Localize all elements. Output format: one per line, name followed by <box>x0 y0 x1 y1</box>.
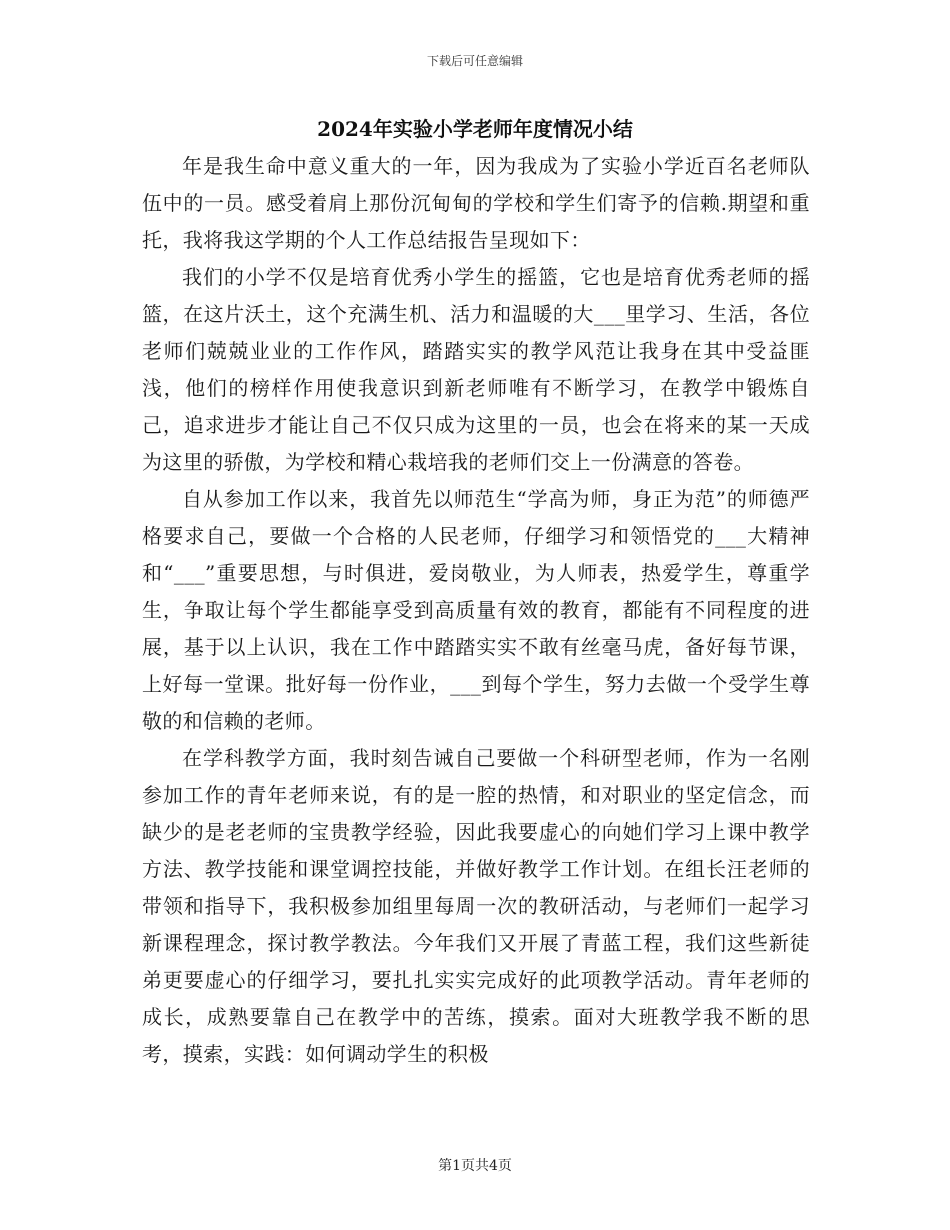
paragraph-2: 我们的小学不仅是培育优秀小学生的摇篮，它也是培育优秀老师的摇篮，在这片沃土，这个充满生机、活力和温暖的大___里学习、生活，各位老师们兢兢业业的工作作风，踏踏实实的教学风范让我身在其中受益匪浅，他们的榜样作用使我意识到新老师唯有不断学习，在教学中锻炼自己，追求进步才能让自己不仅只成为这里的一员，也会在将来的某一天成为这里的骄傲，为学校和精心栽培我的老师们交上一份满意的答卷。 <box>142 265 810 474</box>
document-body <box>142 148 810 1073</box>
document-title: 2024年实验小学老师年度情况小结 <box>317 117 633 141</box>
paragraph-1: 年是我生命中意义重大的一年，因为我成为了实验小学近百名老师队伍中的一员。感受着肩上那份沉甸甸的学校和学生们寄予的信赖.期望和重托，我将我这学期的个人工作总结报告呈现如下： <box>142 154 810 252</box>
header-note: 下载后可任意编辑 <box>426 54 523 68</box>
page-number: 第1页共4页 <box>438 1158 512 1174</box>
paragraph-4: 在学科教学方面，我时刻告诫自己要做一个科研型老师，作为一名刚参加工作的青年老师来说，有的是一腔的热情，和对职业的坚定信念，而缺少的是老老师的宝贵教学经验，因此我要虚心的向她们学习上课中教学方法、教学技能和课堂调控技能，并做好教学工作计划。在组长汪老师的带领和指导下，我积极参加组里每周一次的教研活动，与老师们一起学习新课程理念，探讨教学教法。今年我们又开展了青蓝工程，我们这些新徒弟更要虚心的仔细学习，要扎扎实实完成好的此项教学活动。青年老师的成长，成熟要靠自己在教学中的苦练，摸索。面对大班教学我不断的思考，摸索，实践：如何调动学生的积极 <box>142 746 810 1066</box>
paragraph-3: 自从参加工作以来，我首先以师范生“学高为师，身正为范”的师德严格要求自己，要做一个合格的人民老师，仔细学习和领悟党的___大精神和“___”重要思想，与时俱进，爱岗敬业，为人师表，热爱学生，尊重学生，争取让每个学生都能享受到高质量有效的教育，都能有不同程度的进展，基于以上认识，我在工作中踏踏实实不敢有丝毫马虎，备好每节课，上好每一堂课。批好每一份作业，___到每个学生，努力去做一个受学生尊敬的和信赖的老师。 <box>142 487 810 733</box>
